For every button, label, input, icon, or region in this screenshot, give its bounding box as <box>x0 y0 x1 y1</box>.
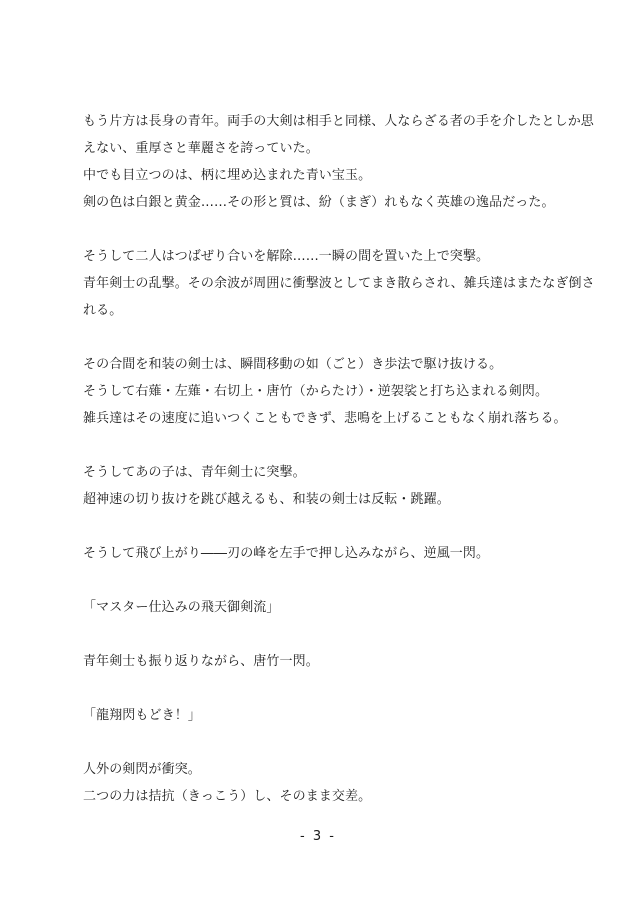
text-line: 青年剣士も振り返りながら、唐竹一閃。 <box>83 654 319 669</box>
text-line: そうして二人はつばぜり合いを解除……一瞬の間を置いた上で突撃。 <box>83 249 490 264</box>
blank-line <box>83 729 558 756</box>
dialogue-line: 「龍翔閃もどき！」 <box>83 708 201 723</box>
text-line: その合間を和装の剣士は、瞬間移動の如（ごと）き歩法で駆け抜ける。 <box>83 357 503 372</box>
text-line: れる。 <box>83 303 123 318</box>
blank-line <box>83 621 558 648</box>
blank-line <box>83 675 558 702</box>
blank-line <box>83 216 558 243</box>
text-line: そうしてあの子は、青年剣士に突撃。 <box>83 465 306 480</box>
blank-line <box>83 432 558 459</box>
dialogue-line: 「マスター仕込みの飛天御剣流」 <box>83 600 280 615</box>
blank-line <box>83 567 558 594</box>
text-line: 雑兵達はその速度に追いつくこともできず、悲鳴を上げることもなく崩れ落ちる。 <box>83 411 567 426</box>
page-number: - 3 - <box>300 829 336 844</box>
text-line: 青年剣士の乱撃。その余波が周囲に衝撃波としてまき散らされ、雑兵達はまたなぎ倒さ <box>83 276 595 291</box>
text-line: 二つの力は拮抗（きっこう）し、そのまま交差。 <box>83 789 372 804</box>
text-line: そうして右薙・左薙・右切上・唐竹（からたけ）・逆袈裟と打ち込まれる剣閃。 <box>83 384 549 399</box>
text-line: もう片方は長身の青年。両手の大剣は相手と同様、人ならざる者の手を介したとしか思 <box>83 114 594 129</box>
text-line: そうして飛び上がり――刃の峰を左手で押し込みながら、逆風一閃。 <box>83 546 490 561</box>
text-line: えない、重厚さと華麗さを誇っていた。 <box>83 141 319 156</box>
text-line: 中でも目立つのは、柄に埋め込まれた青い宝玉。 <box>83 168 372 183</box>
text-line: 人外の剣閃が衝突。 <box>83 762 201 777</box>
text-line: 超神速の切り抜けを跳び越えるも、和装の剣士は反転・跳躍。 <box>83 492 450 507</box>
blank-line <box>83 324 558 351</box>
body-text <box>83 108 595 810</box>
blank-line <box>83 513 558 540</box>
text-line: 剣の色は白銀と黄金……その形と質は、紛（まぎ）れもなく英雄の逸品だった。 <box>83 195 555 210</box>
